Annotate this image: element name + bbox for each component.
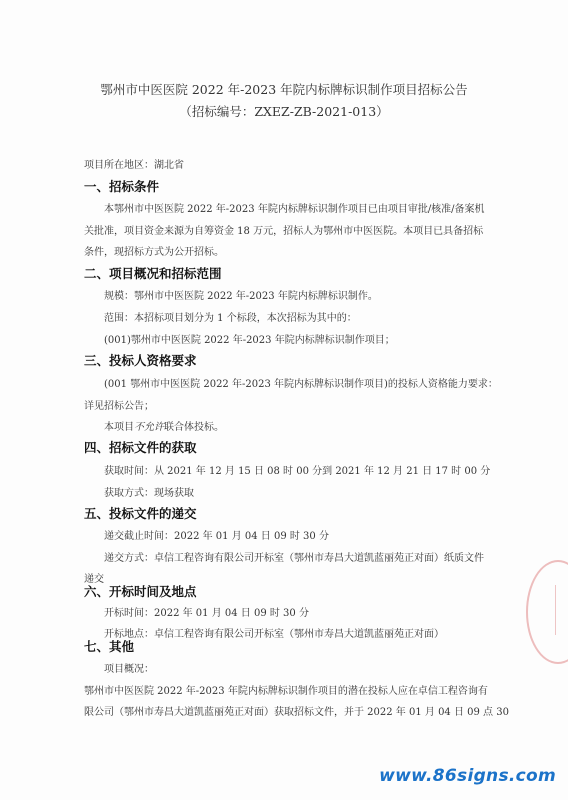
section-6-line-2: 开标地点：卓信工程咨询有限公司开标室（鄂州市寿昌大道凯蓝丽苑正对面） bbox=[104, 629, 444, 640]
section-2-line-3: (001)鄂州市中医医院 2022 年-2023 年院内标牌标识制作项目； bbox=[104, 335, 395, 346]
section-5-line-3: 递交 bbox=[84, 574, 104, 585]
section-5-line-2: 递交方式：卓信工程咨询有限公司开标室（鄂州市寿昌大道凯蓝丽苑正对面）纸质文件 bbox=[104, 553, 484, 564]
section-3-line-3: 本项目不允许联合体投标。 bbox=[104, 422, 224, 433]
document-title: 鄂州市中医医院 2022 年-2023 年院内标牌标识制作项目招标公告 bbox=[100, 82, 468, 97]
tender-code: （招标编号：ZXEZ-ZB-2021-013） bbox=[179, 104, 389, 119]
section-4-line-2: 获取方式：现场获取 bbox=[104, 488, 194, 499]
section-2-heading: 二、项目概况和招标范围 bbox=[84, 266, 222, 281]
section-5-heading: 五、投标文件的递交 bbox=[84, 506, 197, 521]
section-1-line-3: 条件，现招标方式为公开招标。 bbox=[84, 247, 224, 258]
section-2-line-2: 范围：本招标项目划分为 1 个标段，本次招标为其中的： bbox=[104, 313, 357, 324]
section-3-line-2: 详见招标公告； bbox=[84, 401, 154, 412]
section-4-line-1: 获取时间：从 2021 年 12 月 15 日 08 时 00 分到 2021 年 12 月 21 日 17 时 00 分 bbox=[104, 466, 491, 477]
section-7-line-1: 项目概况： bbox=[104, 664, 154, 675]
section-6-heading: 六、开标时间及地点 bbox=[84, 584, 197, 599]
site-watermark: www.86signs.com bbox=[379, 766, 556, 786]
section-5-line-1: 递交截止时间：2022 年 01 月 04 日 09 时 30 分 bbox=[104, 531, 329, 542]
section-4-heading: 四、招标文件的获取 bbox=[84, 440, 197, 455]
section-2-line-1: 规模：鄂州市中医医院 2022 年-2023 年院内标牌标识制作。 bbox=[104, 291, 378, 302]
project-location: 项目所在地区：湖北省 bbox=[84, 160, 184, 171]
not-allowed-emphasis: 不允许 bbox=[134, 422, 164, 433]
section-6-line-1: 开标时间：2022 年 01 月 04 日 09 时 30 分 bbox=[104, 608, 309, 619]
section-7-line-2: 鄂州市中医医院 2022 年-2023 年院内标牌标识制作项目的潜在投标人应在卓信工程咨询有 bbox=[84, 686, 488, 697]
section-1-line-2: 关批准，项目资金来源为自筹资金 18 万元，招标人为鄂州市中医医院。本项目已具备招标 bbox=[84, 226, 484, 237]
section-3-line-1: (001 鄂州市中医医院 2022 年-2023 年院内标牌标识制作项目)的投标人资格能力要求： bbox=[104, 379, 498, 390]
section-1-heading: 一、招标条件 bbox=[84, 179, 160, 194]
red-seal-stamp-inner bbox=[555, 585, 568, 635]
section-7-heading: 七、其他 bbox=[84, 639, 135, 654]
section-3-heading: 三、投标人资格要求 bbox=[84, 353, 197, 368]
section-7-line-3: 限公司（鄂州市寿昌大道凯蓝丽苑正对面）获取招标文件，并于 2022 年 01 月 04 日 09 点 30 bbox=[84, 707, 509, 718]
section-1-line-1: 本鄂州市中医医院 2022 年-2023 年院内标牌标识制作项目已由项目审批/核准/备案机 bbox=[104, 204, 485, 215]
